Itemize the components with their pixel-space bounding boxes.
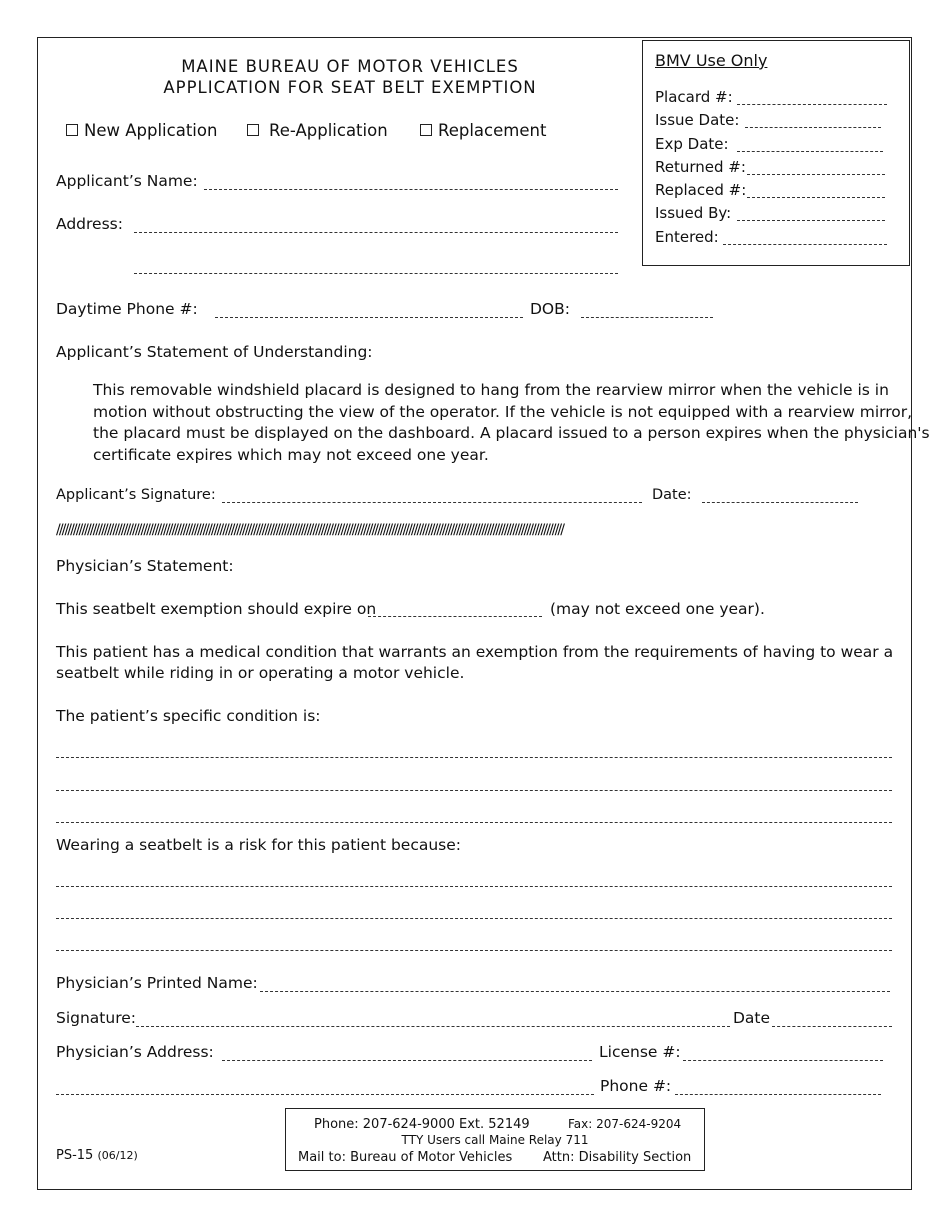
- dob-field[interactable]: [581, 317, 713, 318]
- statement-paragraph: [93, 380, 930, 467]
- physician-statement-heading: Physician’s Statement:: [56, 557, 234, 575]
- contact-info-box: [285, 1108, 705, 1171]
- expiration-date-field[interactable]: [368, 616, 542, 617]
- attention-line: Attn: Disability Section: [543, 1150, 692, 1165]
- issue-date-field[interactable]: [745, 127, 881, 128]
- physician-date-label: Date: [733, 1009, 771, 1027]
- issued-by-label: Issued By:: [655, 204, 732, 222]
- replaced-field[interactable]: [747, 197, 885, 198]
- expire-suffix: (may not exceed one year).: [550, 600, 765, 618]
- expire-prefix: This seatbelt exemption should expire on: [56, 600, 377, 618]
- bmv-phone: Phone: 207-624-9000 Ext. 52149: [314, 1117, 530, 1132]
- physician-signature-label: Signature:: [56, 1009, 136, 1027]
- returned-field[interactable]: [747, 174, 885, 175]
- applicant-name-label: Applicant’s Name:: [56, 172, 198, 190]
- dob-label: DOB:: [530, 300, 570, 318]
- physician-address-field-line1[interactable]: [222, 1060, 592, 1061]
- daytime-phone-field[interactable]: [215, 317, 523, 318]
- risk-label: Wearing a seatbelt is a risk for this patient because:: [56, 836, 461, 854]
- exp-date-field[interactable]: [737, 151, 883, 152]
- exp-date-label: Exp Date:: [655, 135, 729, 153]
- license-field[interactable]: [683, 1060, 883, 1061]
- applicant-date-field[interactable]: [702, 502, 858, 503]
- form-title: APPLICATION FOR SEAT BELT EXEMPTION: [163, 78, 537, 97]
- applicant-name-field[interactable]: [204, 189, 618, 190]
- applicant-signature-field[interactable]: [222, 502, 642, 503]
- issue-date-label: Issue Date:: [655, 111, 740, 129]
- license-label: License #:: [599, 1043, 681, 1061]
- checkbox-icon: [420, 124, 432, 136]
- specific-condition-label: The patient’s specific condition is:: [56, 707, 321, 725]
- checkbox-icon: [247, 124, 259, 136]
- mail-to: Mail to: Bureau of Motor Vehicles: [298, 1150, 513, 1165]
- issued-by-field[interactable]: [737, 220, 885, 221]
- physician-phone-label: Phone #:: [600, 1077, 672, 1095]
- tty-info: TTY Users call Maine Relay 711: [401, 1133, 589, 1147]
- physician-printed-name-field[interactable]: [260, 991, 890, 992]
- applicant-signature-label: Applicant’s Signature:: [56, 487, 216, 503]
- returned-label: Returned #:: [655, 158, 746, 176]
- risk-reason-line[interactable]: [56, 950, 892, 951]
- bmv-fax: Fax: 207-624-9204: [568, 1117, 682, 1131]
- placard-field[interactable]: [737, 104, 887, 105]
- statement-line: certificate expires which may not exceed one year.: [93, 446, 489, 465]
- new-application-checkbox[interactable]: New Application: [66, 122, 217, 140]
- physician-printed-name-label: Physician’s Printed Name:: [56, 974, 258, 992]
- address-label: Address:: [56, 215, 123, 233]
- replaced-label: Replaced #:: [655, 181, 747, 199]
- statement-line: motion without obstructing the view of the operator. If the vehicle is not equipped with a rearview mirror,: [93, 402, 913, 421]
- statement-heading: Applicant’s Statement of Understanding:: [56, 343, 373, 361]
- physician-phone-field[interactable]: [675, 1094, 881, 1095]
- entered-field[interactable]: [723, 244, 887, 245]
- risk-reason-line[interactable]: [56, 886, 892, 887]
- form-title-agency: MAINE BUREAU OF MOTOR VEHICLES: [181, 57, 519, 76]
- condition-text-line1: This patient has a medical condition that warrants an exemption from the requirements of having to wear a: [56, 643, 894, 661]
- bmv-use-only-box: [642, 40, 910, 266]
- entered-label: Entered:: [655, 228, 719, 246]
- specific-condition-line[interactable]: [56, 822, 892, 823]
- physician-address-field-line2[interactable]: [56, 1094, 594, 1095]
- physician-address-label: Physician’s Address:: [56, 1043, 214, 1061]
- physician-signature-field[interactable]: [136, 1026, 730, 1027]
- address-field-line1[interactable]: [134, 232, 618, 233]
- condition-text-line2: seatbelt while riding in or operating a motor vehicle.: [56, 664, 465, 682]
- placard-label: Placard #:: [655, 88, 733, 106]
- address-field-line2[interactable]: [134, 273, 618, 274]
- physician-date-field[interactable]: [772, 1026, 892, 1027]
- bmv-box-heading: BMV Use Only: [655, 51, 768, 70]
- re-application-checkbox[interactable]: Re-Application: [247, 122, 388, 140]
- risk-reason-line[interactable]: [56, 918, 892, 919]
- statement-line: the placard must be displayed on the dashboard. A placard issued to a person expires when the physician's: [93, 424, 930, 443]
- checkbox-icon: [66, 124, 78, 136]
- specific-condition-line[interactable]: [56, 790, 892, 791]
- statement-line: This removable windshield placard is designed to hang from the rearview mirror when the vehicle is in: [93, 381, 889, 399]
- replacement-checkbox[interactable]: Replacement: [420, 122, 546, 140]
- form-number: PS-15 (06/12): [56, 1148, 138, 1163]
- daytime-phone-label: Daytime Phone #:: [56, 300, 198, 318]
- specific-condition-line[interactable]: [56, 757, 892, 758]
- applicant-date-label: Date:: [652, 487, 692, 503]
- section-divider: ////////////////////////////////////////////////////////////////////////////////////////////////////////////////////////////////////////////////////////////////////////////////////: [56, 522, 564, 538]
